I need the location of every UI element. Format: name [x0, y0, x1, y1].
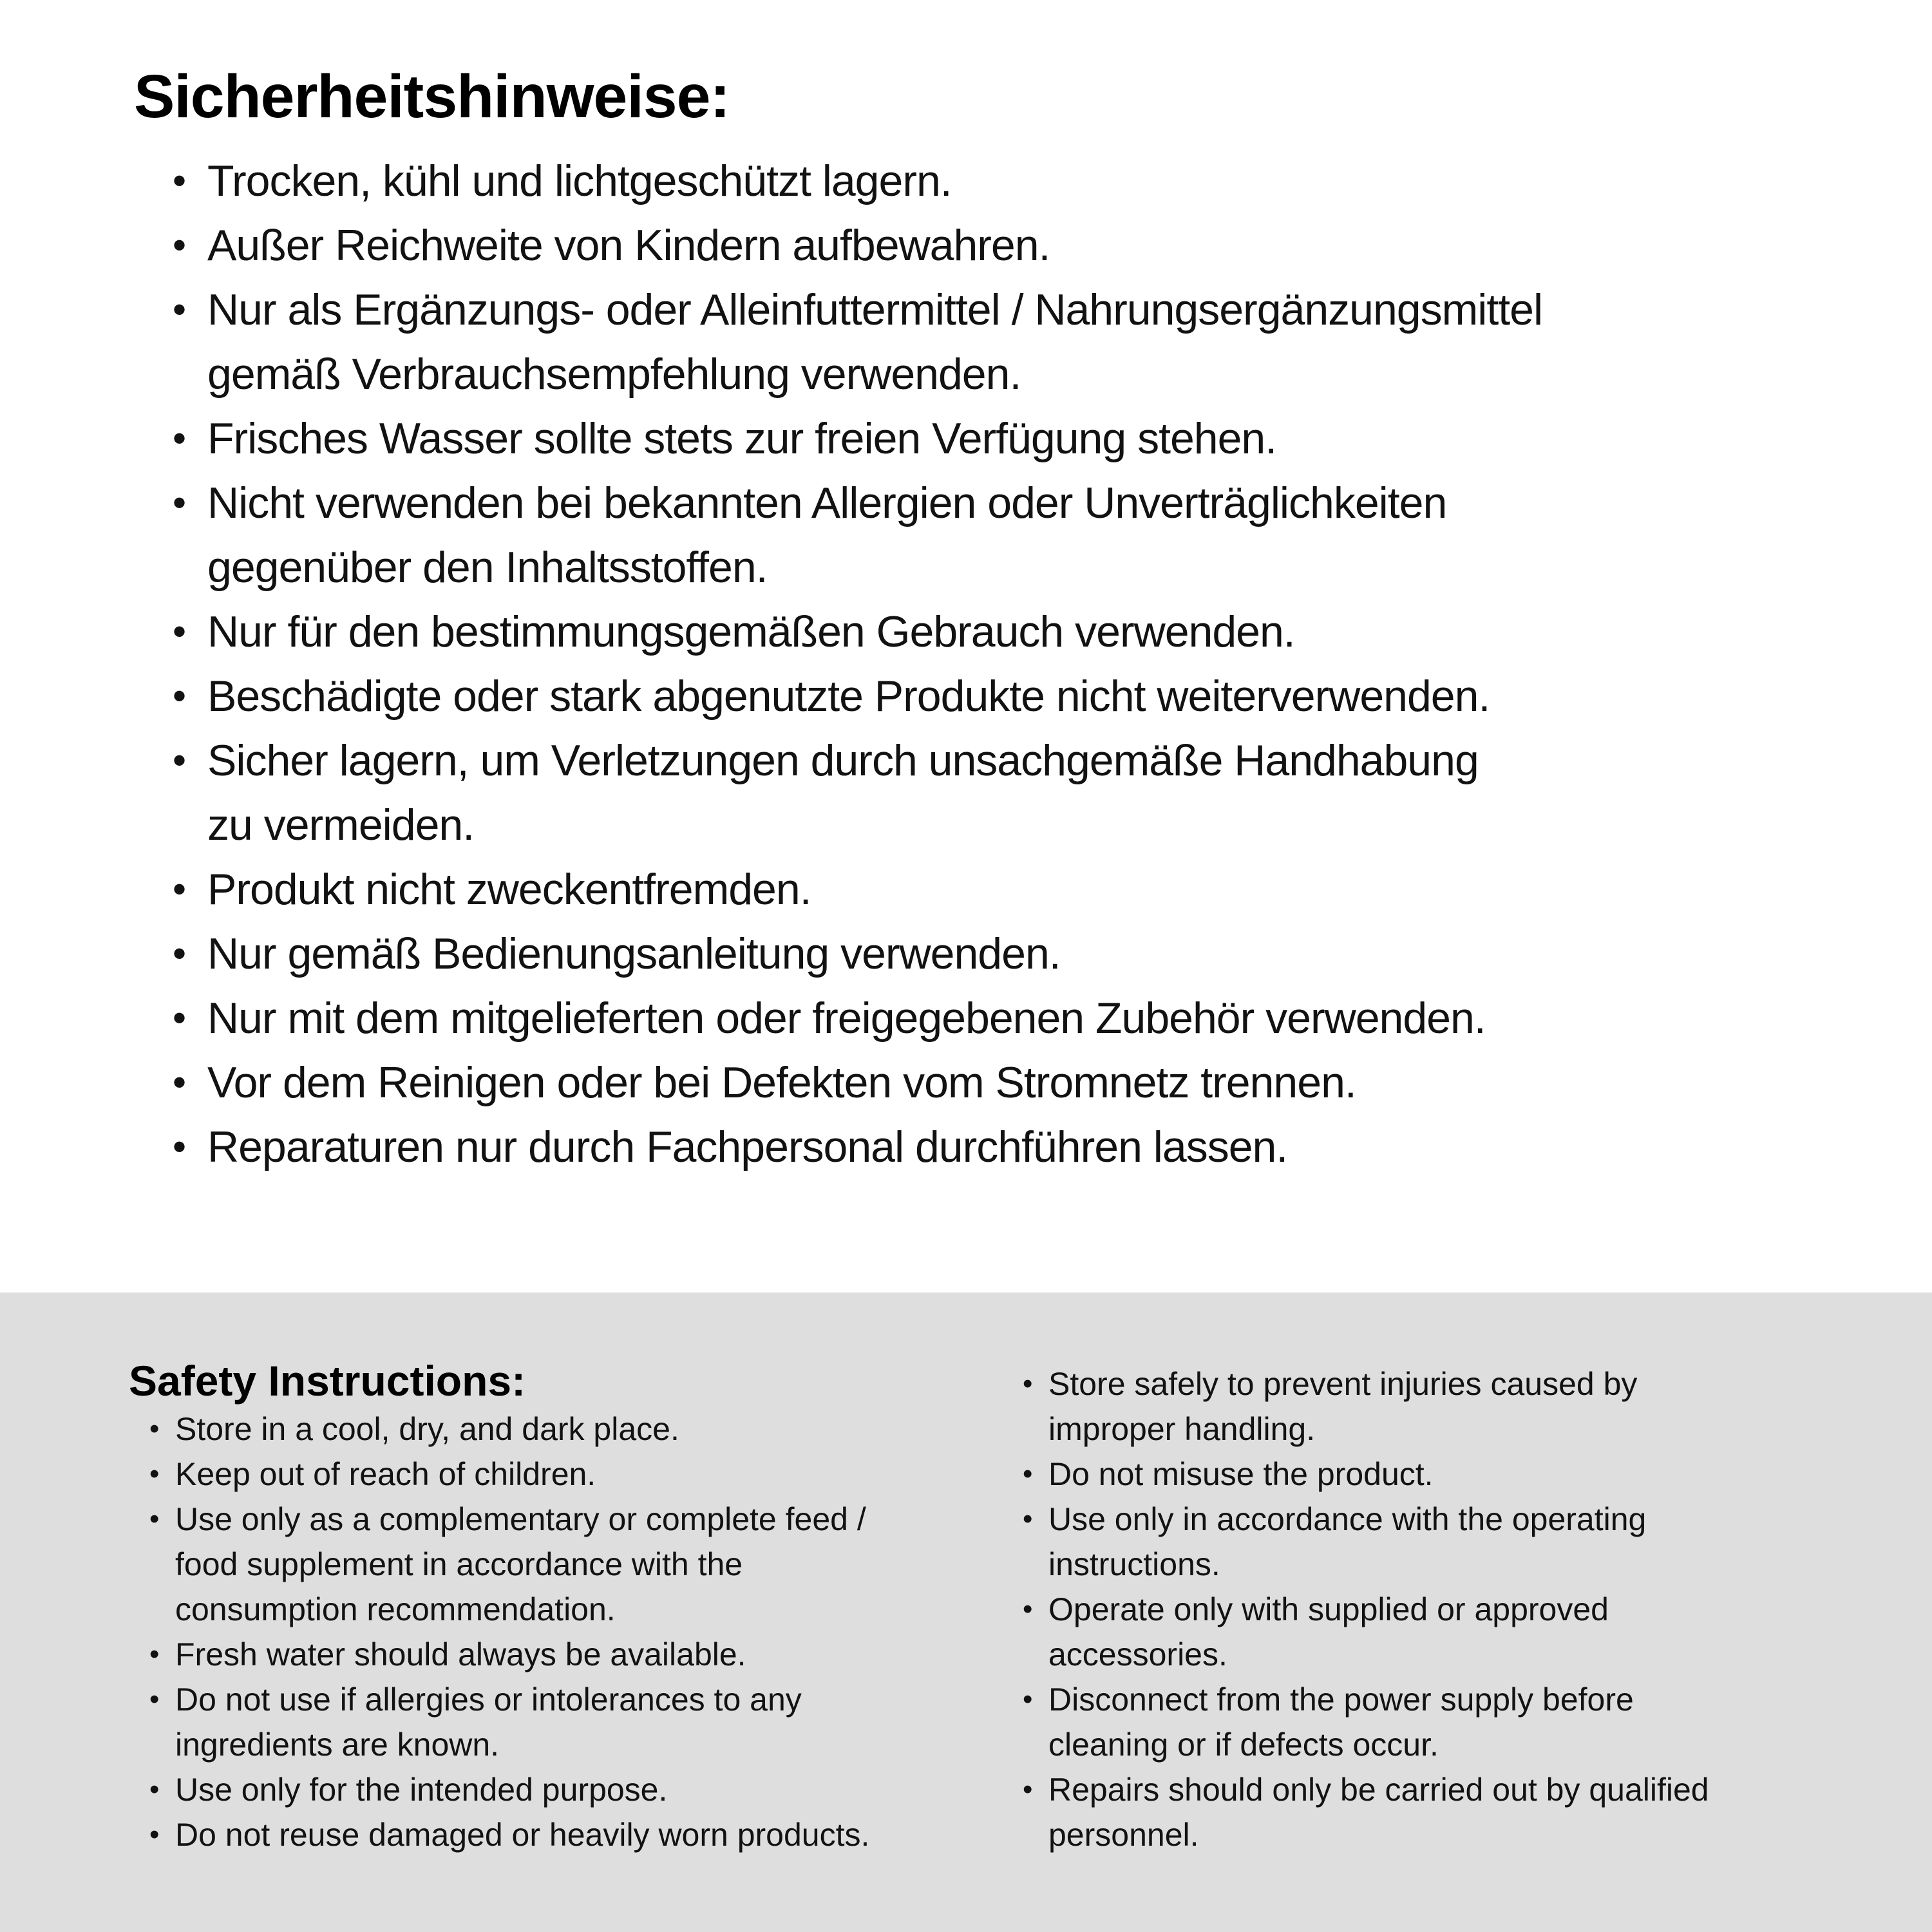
- bullet-line: Beschädigte oder stark abgenutzte Produkte nicht weiterverwenden.: [207, 672, 1490, 721]
- bullet-marker: •: [173, 674, 187, 717]
- bullet-line: gegenüber den Inhaltsstoffen.: [207, 543, 768, 592]
- bullet-item: [173, 600, 1932, 664]
- bullet-line: Frisches Wasser sollte stets zur freien Verfügung stehen.: [207, 414, 1277, 463]
- bullet-line: Do not use if allergies or intolerances to any: [175, 1681, 802, 1718]
- bullet-line: gemäß Verbrauchsempfehlung verwenden.: [207, 350, 1021, 399]
- bullet-item: [1023, 1497, 1918, 1587]
- bullet-marker: •: [173, 481, 187, 524]
- bullet-marker: •: [149, 1458, 160, 1490]
- bullet-item: [173, 986, 1932, 1050]
- bullet-line: improper handling.: [1048, 1411, 1316, 1447]
- bullet-marker: •: [173, 1125, 187, 1168]
- english-left-column: [0, 1293, 979, 1857]
- english-title: Safety Instructions:: [129, 1357, 526, 1405]
- bullet-line: accessories.: [1048, 1636, 1227, 1672]
- bullet-item: [149, 1406, 979, 1452]
- bullet-marker: •: [173, 223, 187, 267]
- bullet-item: [149, 1632, 979, 1677]
- english-section: [0, 1293, 1932, 1932]
- bullet-line: cleaning or if defects occur.: [1048, 1727, 1439, 1763]
- bullet-marker: •: [149, 1819, 160, 1850]
- bullet-line: consumption recommendation.: [175, 1591, 616, 1627]
- bullet-item: [173, 857, 1932, 922]
- bullet-line: Nur mit dem mitgelieferten oder freigegebenen Zubehör verwenden.: [207, 994, 1486, 1043]
- bullet-line: Fresh water should always be available.: [175, 1636, 746, 1672]
- bullet-marker: •: [149, 1683, 160, 1715]
- bullet-line: Außer Reichweite von Kindern aufbewahren.: [207, 221, 1050, 270]
- bullet-item: [173, 922, 1932, 986]
- bullet-marker: •: [1023, 1593, 1033, 1625]
- bullet-line: Nur für den bestimmungsgemäßen Gebrauch verwenden.: [207, 607, 1295, 656]
- bullet-marker: •: [173, 996, 187, 1039]
- bullet-line: Repairs should only be carried out by qualified: [1048, 1772, 1709, 1808]
- bullet-marker: •: [1023, 1503, 1033, 1535]
- bullet-line: Operate only with supplied or approved: [1048, 1591, 1609, 1627]
- bullet-item: [173, 471, 1932, 600]
- bullet-line: food supplement in accordance with the: [175, 1546, 743, 1582]
- bullet-marker: •: [173, 867, 187, 911]
- bullet-marker: •: [173, 932, 187, 975]
- bullet-line: Nur als Ergänzungs- oder Alleinfuttermittel / Nahrungsergänzungsmittel: [207, 285, 1543, 334]
- bullet-item: [1023, 1677, 1918, 1767]
- bullet-line: Disconnect from the power supply before: [1048, 1681, 1634, 1718]
- german-bullet-list: [0, 149, 1932, 1179]
- bullet-line: ingredients are known.: [175, 1727, 500, 1763]
- bullet-item: [149, 1767, 979, 1812]
- bullet-item: [1023, 1452, 1918, 1497]
- bullet-item: [1023, 1767, 1918, 1857]
- bullet-item: [173, 278, 1932, 406]
- bullet-marker: •: [149, 1638, 160, 1670]
- bullet-marker: •: [173, 1061, 187, 1104]
- bullet-item: [1023, 1587, 1918, 1677]
- bullet-marker: •: [173, 159, 187, 202]
- english-right-column: [1023, 1361, 1918, 1857]
- bullet-marker: •: [149, 1774, 160, 1805]
- bullet-line: Store safely to prevent injuries caused by: [1048, 1366, 1638, 1402]
- bullet-line: Keep out of reach of children.: [175, 1456, 596, 1492]
- bullet-line: Nur gemäß Bedienungsanleitung verwenden.: [207, 929, 1061, 978]
- bullet-line: Use only as a complementary or complete feed /: [175, 1501, 866, 1537]
- bullet-item: [173, 728, 1932, 857]
- bullet-line: instructions.: [1048, 1546, 1220, 1582]
- bullet-item: [149, 1677, 979, 1767]
- bullet-marker: •: [149, 1503, 160, 1535]
- bullet-line: Produkt nicht zweckentfremden.: [207, 865, 811, 914]
- bullet-marker: •: [1023, 1368, 1033, 1399]
- bullet-item: [173, 1115, 1932, 1179]
- bullet-marker: •: [173, 288, 187, 331]
- bullet-line: zu vermeiden.: [207, 800, 475, 849]
- bullet-item: [149, 1497, 979, 1632]
- bullet-line: Do not reuse damaged or heavily worn products.: [175, 1817, 870, 1853]
- bullet-line: Vor dem Reinigen oder bei Defekten vom Stromnetz trennen.: [207, 1058, 1356, 1107]
- bullet-item: [173, 149, 1932, 213]
- bullet-item: [173, 213, 1932, 278]
- bullet-item: [173, 1050, 1932, 1115]
- bullet-line: Use only for the intended purpose.: [175, 1772, 668, 1808]
- bullet-line: Do not misuse the product.: [1048, 1456, 1434, 1492]
- bullet-line: Nicht verwenden bei bekannten Allergien oder Unverträglichkeiten: [207, 478, 1447, 527]
- bullet-marker: •: [173, 610, 187, 653]
- bullet-line: Trocken, kühl und lichtgeschützt lagern.: [207, 156, 952, 205]
- bullet-item: [173, 664, 1932, 728]
- bullet-line: personnel.: [1048, 1817, 1199, 1853]
- bullet-marker: •: [173, 739, 187, 782]
- bullet-line: Use only in accordance with the operating: [1048, 1501, 1647, 1537]
- bullet-item: [173, 406, 1932, 471]
- german-title: Sicherheitshinweise:: [134, 62, 730, 131]
- bullet-marker: •: [1023, 1774, 1033, 1805]
- bullet-line: Reparaturen nur durch Fachpersonal durchführen lassen.: [207, 1122, 1288, 1171]
- bullet-marker: •: [173, 417, 187, 460]
- bullet-item: [1023, 1361, 1918, 1452]
- bullet-line: Sicher lagern, um Verletzungen durch unsachgemäße Handhabung: [207, 736, 1479, 785]
- bullet-marker: •: [1023, 1683, 1033, 1715]
- bullet-line: Store in a cool, dry, and dark place.: [175, 1411, 679, 1447]
- bullet-marker: •: [149, 1413, 160, 1444]
- bullet-item: [149, 1452, 979, 1497]
- bullet-marker: •: [1023, 1458, 1033, 1490]
- bullet-item: [149, 1812, 979, 1857]
